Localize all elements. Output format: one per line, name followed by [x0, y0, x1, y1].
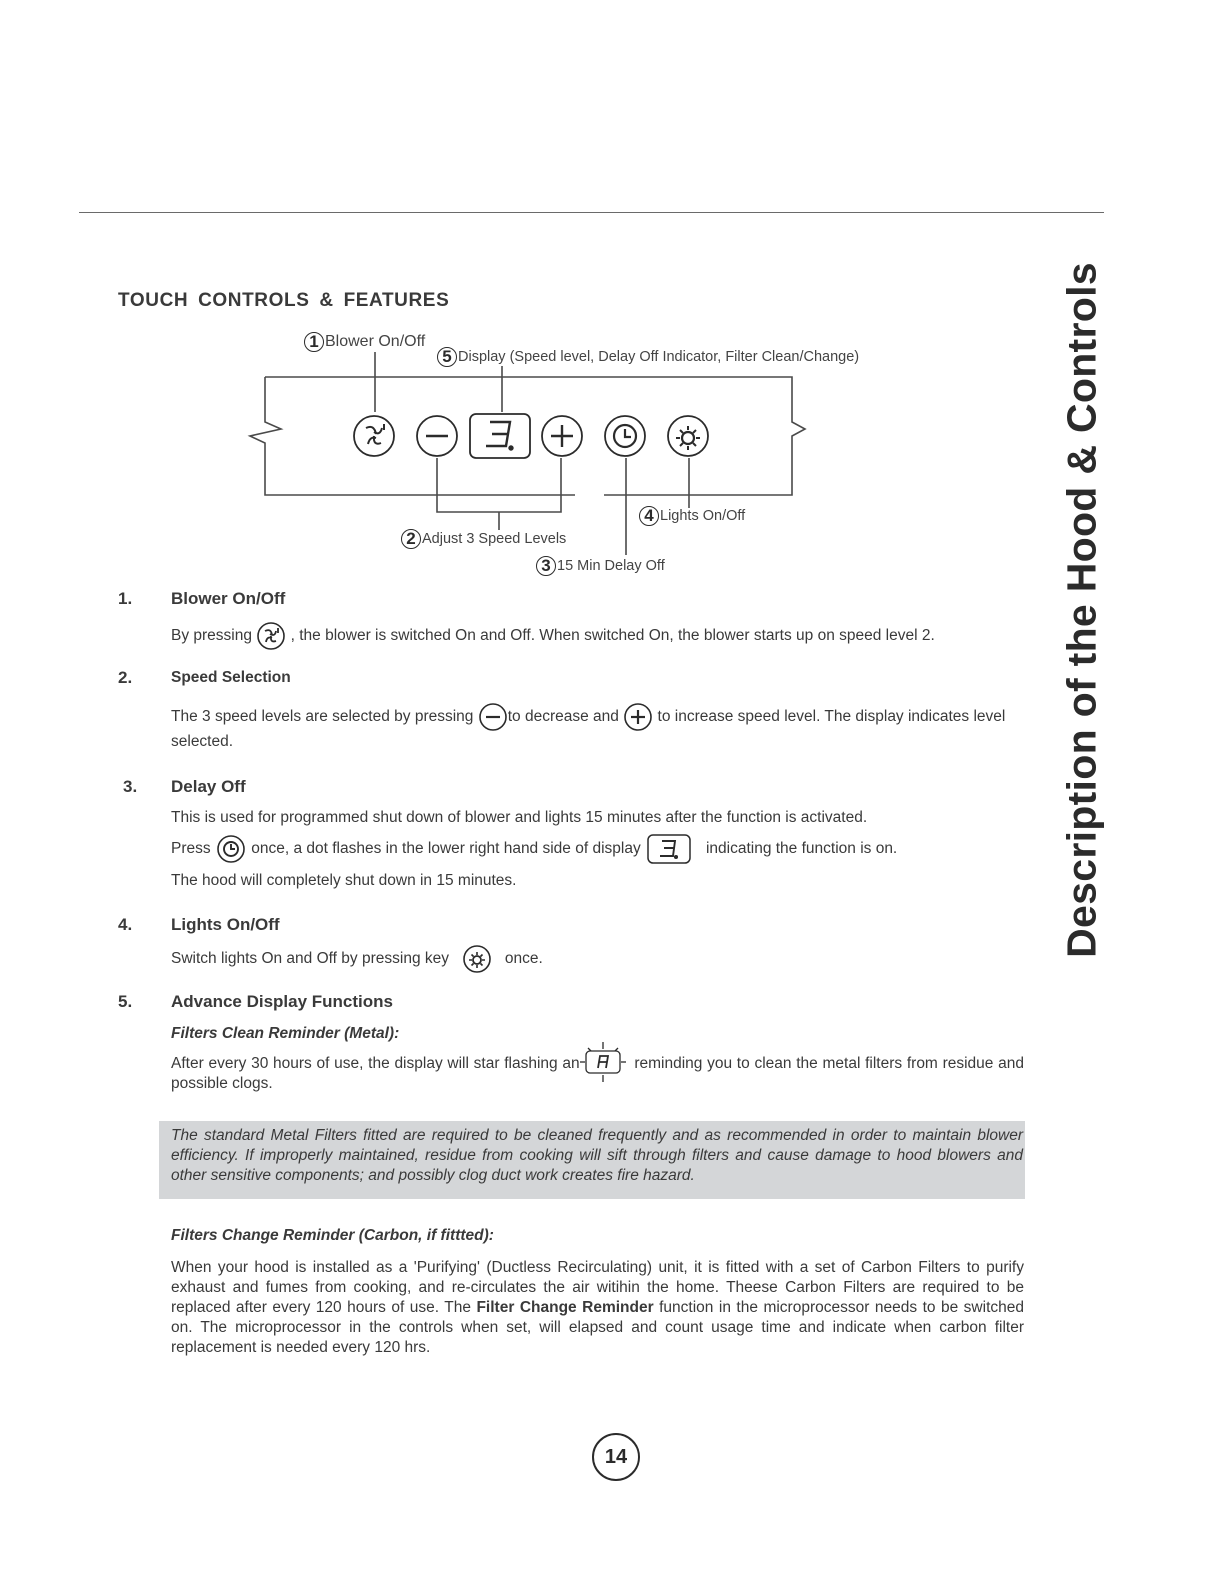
- label-lights-text: Lights On/Off: [660, 507, 746, 524]
- item-4-title: Lights On/Off: [171, 915, 280, 934]
- item-2-text-b: to decrease and: [507, 708, 619, 726]
- item-1-title: Blower On/Off: [171, 589, 286, 608]
- filters-clean-text-a: After every 30 hours of use, the display will star flashing an: [171, 1055, 580, 1073]
- side-title: Description of the Hood & Controls: [1058, 262, 1105, 958]
- display-icon: [645, 834, 693, 864]
- callout-1: 1: [304, 332, 324, 352]
- item-3-line2-a: Press: [171, 840, 211, 858]
- filters-clean-title: Filters Clean Reminder (Metal):: [171, 1025, 400, 1042]
- item-5-number: 5.: [118, 992, 133, 1011]
- item-1-text-a: By pressing: [171, 627, 252, 645]
- section-title: TOUCH CONTROLS & FEATURES: [118, 290, 450, 311]
- filters-change-text-b: function in the microprocessor needs to be switched on. The microprocessor in the controls when set, will elapsed and count usage time and indicate when carbon filter replacement is needed every 120 hrs.: [171, 1299, 1024, 1356]
- warning-note: [159, 1121, 1025, 1199]
- filters-clean-text: [171, 1054, 1024, 1094]
- filters-change-text-bold: Filter Change Reminder: [476, 1299, 654, 1316]
- item-4-text-b: once.: [504, 950, 543, 968]
- item-2-text: [171, 702, 1026, 752]
- item-3-line2-c: indicating the function is on.: [705, 840, 898, 858]
- callout-5: 5: [437, 347, 457, 367]
- label-display-extra: (Speed level, Delay Off Indicator, Filter Clean/Change): [509, 348, 860, 365]
- item-2-number: 2.: [118, 668, 133, 687]
- filters-clean-text-b: reminding you to clean the metal filters from residue and possible clogs.: [171, 1055, 1024, 1093]
- label-blower: [304, 332, 425, 352]
- timer-icon: [215, 834, 247, 864]
- label-blower-text: Blower On/Off: [325, 333, 426, 351]
- flashing-display-icon: [580, 1040, 626, 1084]
- label-display: [437, 347, 859, 367]
- warning-note-text: The standard Metal Filters fitted are required to be cleaned frequently and as recommended in order to maintain blower efficiency. If improperly maintained, residue from cooking will sift through filters and cause damage to hood blowers and other sensitive components; and possibly clog duct work creates fire hazard.: [171, 1127, 1023, 1184]
- blower-icon: [256, 621, 286, 651]
- item-2-title: Speed Selection: [171, 669, 291, 686]
- item-1-number: 1.: [118, 589, 133, 608]
- item-4-text-a: Switch lights On and Off by pressing key: [171, 950, 449, 968]
- item-4-text: [171, 944, 1024, 974]
- item-4-number: 4.: [118, 915, 133, 934]
- minus-icon: [417, 416, 457, 456]
- plus-icon: [542, 416, 582, 456]
- light-icon: [668, 416, 708, 456]
- display-icon: [470, 414, 530, 458]
- callout-2: 2: [401, 529, 421, 549]
- label-display-text: Display: [458, 348, 506, 365]
- item-3-line1: This is used for programmed shut down of blower and lights 15 minutes after the function is activated.: [171, 809, 868, 826]
- callout-3: 3: [536, 556, 556, 576]
- item-2-text-c: to increase speed level. The display indicates level selected.: [171, 708, 1006, 750]
- item-2-text-a: The 3 speed levels are selected by pressing: [171, 708, 474, 726]
- item-1-text-b: , the blower is switched On and Off. When switched On, the blower starts up on speed level 2.: [290, 627, 935, 645]
- item-3-number: 3.: [123, 777, 138, 796]
- filters-change-text-a: When your hood is installed as a 'Purifying' (Ductless Recirculating) unit, it is fitted with a set of Carbon Filters to purify exhaust and fumes from cooking, and re-circulates the air witihin the home. Theese Carbon Filters are required to be replaced after every 120 hours of use. The: [171, 1259, 1024, 1316]
- filters-change-text: [171, 1258, 1024, 1358]
- item-1-text: [171, 621, 1024, 651]
- item-3-line2: [171, 834, 1024, 864]
- item-3-line2-b: once, a dot flashes in the lower right hand side of display: [251, 840, 641, 858]
- plus-icon: [623, 702, 653, 732]
- blower-icon: [354, 416, 394, 456]
- label-lights: [639, 506, 745, 526]
- filters-change-title: Filters Change Reminder (Carbon, if fittted):: [171, 1227, 494, 1244]
- timer-icon: [605, 416, 645, 456]
- label-delay-text: 15 Min Delay Off: [557, 557, 665, 574]
- label-speed: [401, 529, 566, 549]
- label-delay: [536, 556, 665, 576]
- item-3-title: Delay Off: [171, 777, 246, 796]
- light-icon: [462, 944, 492, 974]
- header-rule: [79, 212, 1104, 213]
- callout-4: 4: [639, 506, 659, 526]
- item-3-line3: The hood will completely shut down in 15 minutes.: [171, 872, 517, 889]
- item-5-title: Advance Display Functions: [171, 992, 393, 1011]
- minus-icon: [478, 702, 508, 732]
- label-speed-text: Adjust 3 Speed Levels: [422, 530, 567, 547]
- page-number: 14: [592, 1433, 640, 1481]
